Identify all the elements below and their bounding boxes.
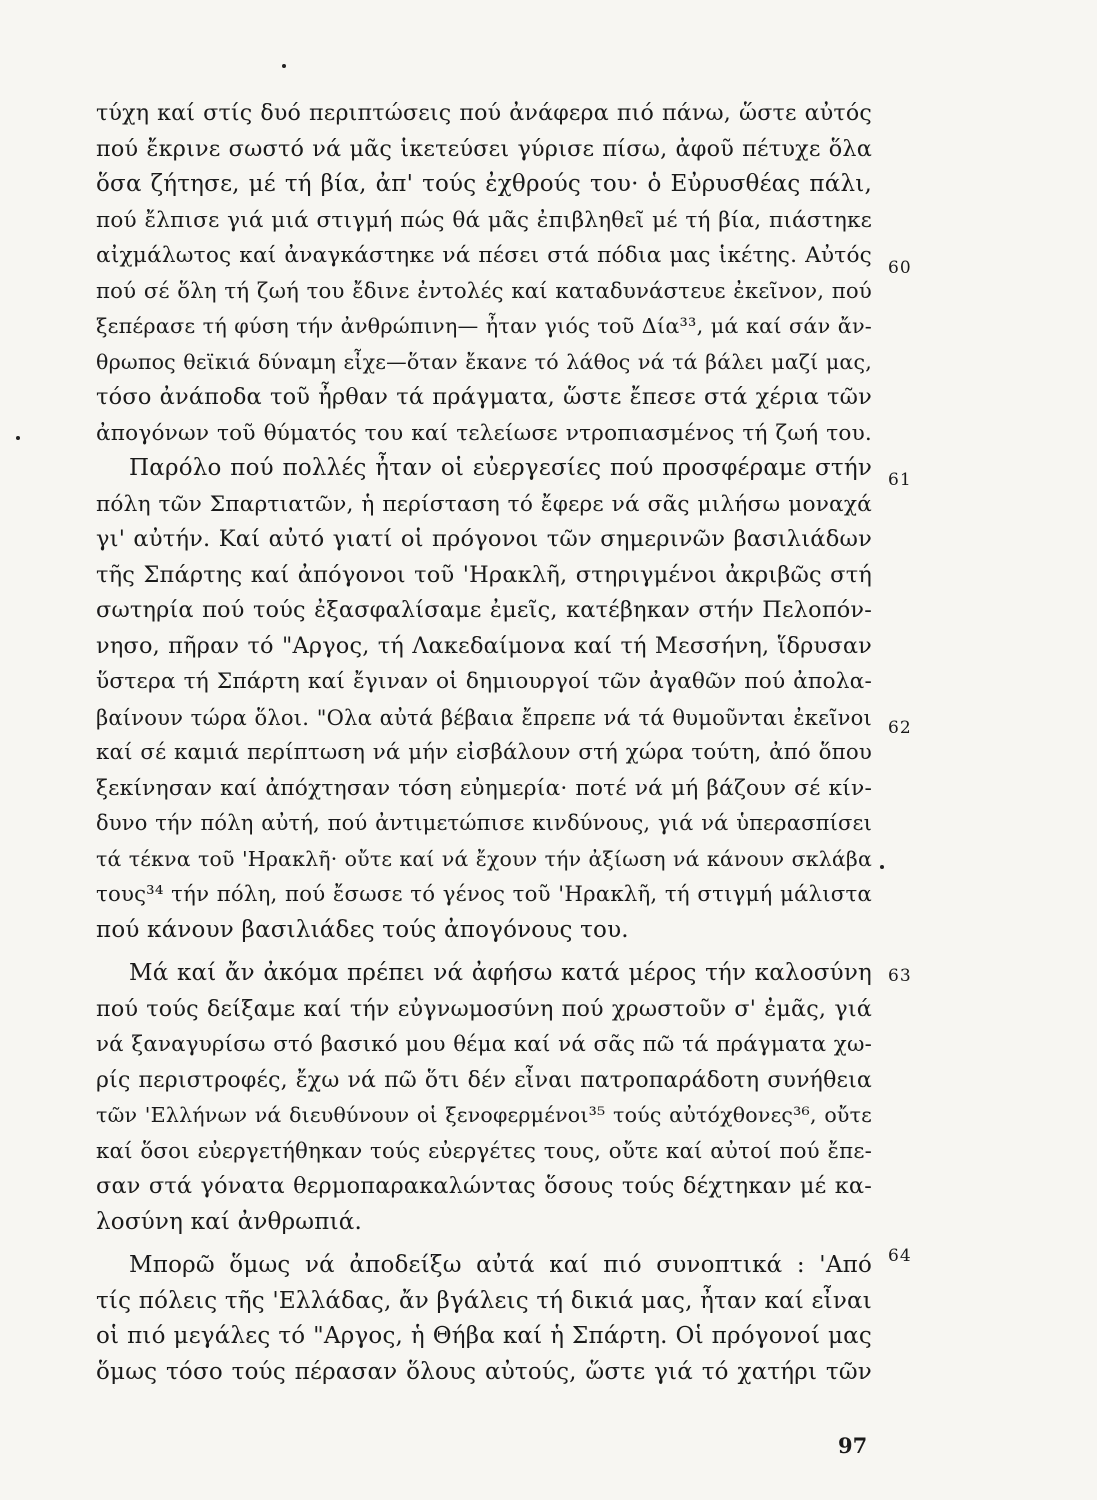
text-line: σαν στά γόνατα θερμοπαρακαλώντας ὅσους τούς δέχτηκαν μέ κα- [96,1173,872,1199]
text-line: τά τέκνα τοῦ 'Ηρακλῆ· οὔτε καί νά ἔχουν τήν ἀξίωση νά κάνουν σκλάβα [96,846,872,871]
text-line: νησο, πῆραν τό "Αργος, τή Λακεδαίμονα καί τή Μεσσήνη, ἵδρυσαν [96,632,872,659]
margin-number-64: 64 [888,1246,912,1266]
paragraph-start-line: Μπορῶ ὅμως νά ἀποδείξω αὐτά καί πιό συνοπτικά : 'Από [129,1252,872,1278]
text-line: λοσύνη καί ἀνθρωπιά. [96,1208,363,1235]
text-line: ξεπέρασε τή φύση τήν ἀνθρώπινη— ἦταν γιός τοῦ Δία³³, μά καί σάν ἄν- [96,314,872,338]
text-line: τόσο ἀνάποδα τοῦ ἦρθαν τά πράγματα, ὥστε ἔπεσε στά χέρια τῶν [96,384,872,410]
margin-number-62: 62 [888,718,912,738]
text-line: πού τούς δείξαμε καί τήν εὐγνωμοσύνη πού χρωστοῦν σ' ἐμᾶς, γιά [96,995,872,1022]
page-number: 97 [838,1433,868,1458]
text-line: τῶν 'Ελλήνων νά διευθύνουν οἱ ξενοφερμένοι³⁵ τούς αὐτόχθονες³⁶, οὔτε [96,1103,872,1127]
text-line: αἰχμάλωτος καί ἀναγκάστηκε νά πέσει στά πόδια μας ἱκέτης. Αὐτός [96,243,872,268]
text-line: δυνο τήν πόλη αὐτή, πού ἀντιμετώπισε κινδύνους, γιά νά ὑπερασπίσει [96,811,872,835]
text-line: ρίς περιστροφές, ἔχω νά πῶ ὅτι δέν εἶναι πατροπαράδοτη συνήθεια [96,1067,872,1093]
text-line: πού κάνουν βασιλιάδες τούς ἀπογόνους του. [96,916,629,943]
text-line: οἱ πιό μεγάλες τό "Αργος, ἡ Θήβα καί ἡ Σπάρτη. Οἱ πρόγονοί μας [96,1323,872,1349]
text-line: βαίνουν τώρα ὅλοι. "Ολα αὐτά βέβαια ἔπρεπε νά τά θυμοῦνται ἐκεῖνοι [96,704,872,730]
text-line: ὅμως τόσο τούς πέρασαν ὅλους αὐτούς, ὥστε γιά τό χατήρι τῶν [96,1358,872,1385]
text-line: πού σέ ὅλη τή ζωή του ἔδινε ἐντολές καί καταδυνάστευε ἐκεῖνον, πού [96,278,872,304]
text-line: τίς πόλεις τῆς 'Ελλάδας, ἄν βγάλεις τή δικιά μας, ἦταν καί εἶναι [96,1287,872,1314]
text-line: τους³⁴ τήν πόλη, πού ἔσωσε τό γένος τοῦ 'Ηρακλῆ, τή στιγμή μάλιστα [96,882,872,907]
body-text [96,96,872,1390]
margin-number-63: 63 [888,966,912,986]
text-line: πόλη τῶν Σπαρτιατῶν, ἡ περίσταση τό ἔφερε νά σᾶς μιλήσω μοναχά [96,491,872,517]
text-line: τύχη καί στίς δυό περιπτώσεις πού ἀνάφερα πιό πάνω, ὥστε αὐτός [96,100,872,126]
margin-number-61: 61 [888,470,912,490]
margin-number-60: 60 [888,258,912,278]
paragraph-start-line: Παρόλο πού πολλές ἦταν οἱ εὐεργεσίες πού προσφέραμε στήν [129,455,872,481]
text-line: πού ἔκρινε σωστό νά μᾶς ἱκετεύσει γύρισε πίσω, ἀφοῦ πέτυχε ὅλα [96,135,872,162]
text-line: ἀπογόνων τοῦ θύματός του καί τελείωσε ντροπιασμένος τή ζωή του. [96,420,872,446]
text-line: σωτηρία πού τούς ἐξασφαλίσαμε ἐμεῖς, κατέβηκαν στήν Πελοπόν- [96,597,872,623]
stray-mark-right [880,865,884,869]
text-line: καί σέ καμιά περίπτωση νά μήν εἰσβάλουν στή χώρα τούτη, ἀπό ὅπου [96,740,872,765]
stray-mark-left [16,436,20,440]
text-line: πού ἔλπισε γιά μιά στιγμή πώς θά μᾶς ἐπιβληθεῖ μέ τή βία, πιάστηκε [96,207,872,233]
text-line: τῆς Σπάρτης καί ἀπόγονοι τοῦ 'Ηρακλῆ, στηριγμένοι ἀκριβῶς στή [96,561,872,588]
text-line: ξεκίνησαν καί ἀπόχτησαν τόση εὐημερία· ποτέ νά μή βάζουν σέ κίν- [96,775,872,801]
text-line: γι' αὐτήν. Καί αὐτό γιατί οἱ πρόγονοι τῶν σημερινῶν βασιλιάδων [96,526,872,552]
text-line: θρωπος θεϊκιά δύναμη εἶχε—ὅταν ἔκανε τό λάθος νά τά βάλει μαζί μας, [96,349,872,374]
text-line: ὅσα ζήτησε, μέ τή βία, ἀπ' τούς ἐχθρούς του· ὁ Εὐρυσθέας πάλι, [96,171,872,197]
text-line: νά ξαναγυρίσω στό βασικό μου θέμα καί νά σᾶς πῶ τά πράγματα χω- [96,1032,872,1057]
paragraph-start-line: Μά καί ἄν ἀκόμα πρέπει νά ἀφήσω κατά μέρος τήν καλοσύνη [129,960,872,986]
stray-mark-top [282,64,286,68]
text-line: καί ὅσοι εὐεργετήθηκαν τούς εὐεργέτες τους, οὔτε καί αὐτοί πού ἔπε- [96,1138,872,1164]
text-line: ὕστερα τή Σπάρτη καί ἔγιναν οἱ δημιουργοί τῶν ἀγαθῶν πού ἀπολα- [96,669,872,694]
